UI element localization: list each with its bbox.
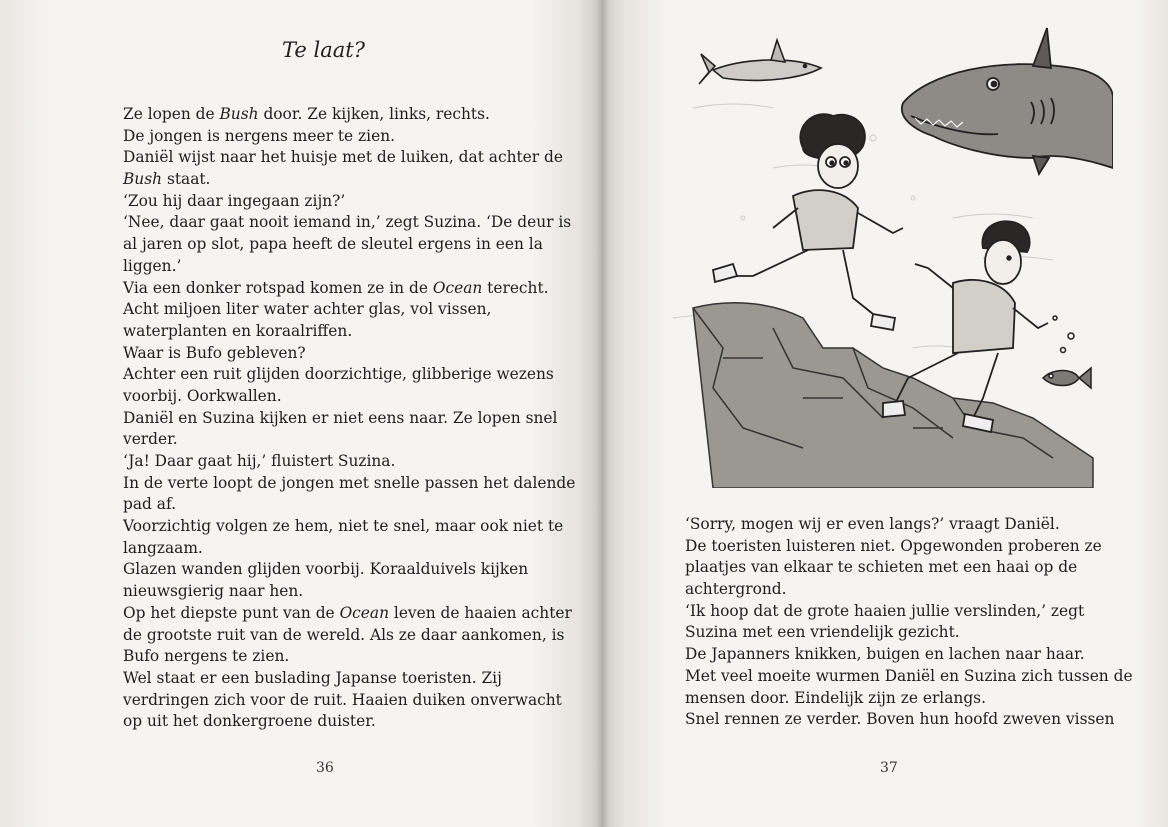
- text-segment: Ze lopen de: [123, 105, 220, 123]
- text-segment: voorbij. Oorkwallen.: [123, 386, 282, 405]
- text-segment: ‘Sorry, mogen wij er even langs?’ vraagt Daniël.: [685, 515, 1060, 533]
- text-segment: Wel staat er een buslading Japanse toeristen. Zij: [123, 668, 502, 687]
- text-segment: Snel rennen ze verder. Boven hun hoofd zweven vissen: [685, 710, 1115, 729]
- text-segment: terecht.: [482, 278, 549, 297]
- text-segment: mensen door. Eindelijk zijn ze erlangs.: [685, 688, 986, 707]
- left-text-line: [123, 321, 533, 343]
- left-text-line: [123, 581, 533, 603]
- italic-text-segment: Bush: [219, 105, 259, 123]
- italic-text-segment: Ocean: [339, 603, 389, 622]
- left-text-line: [123, 429, 533, 451]
- left-text-line: [123, 234, 543, 256]
- text-segment: door. Ze kijken, links, rechts.: [258, 105, 490, 123]
- left-text-line: [123, 494, 533, 516]
- text-segment: Suzina met een vriendelijk gezicht.: [685, 623, 960, 642]
- left-text-line: [123, 408, 558, 430]
- right-text-line: [685, 601, 1105, 623]
- text-segment: verder.: [123, 430, 178, 449]
- left-page-text: [123, 104, 576, 733]
- left-text-line: [123, 191, 533, 213]
- left-text-line: [123, 473, 576, 495]
- chapter-title: Te laat?: [282, 38, 365, 62]
- left-text-line: [123, 559, 533, 581]
- right-text-line: [685, 514, 1105, 536]
- left-text-line: [123, 690, 562, 712]
- text-segment: De jongen is nergens meer te zien.: [123, 126, 395, 145]
- text-segment: Op het diepste punt van de: [123, 603, 340, 622]
- left-text-line: [123, 451, 533, 473]
- text-segment: de grootste ruit van de wereld. Als ze daar aankomen, is: [123, 625, 565, 644]
- left-text-line: [123, 538, 533, 560]
- left-text-line: [123, 646, 533, 668]
- italic-text-segment: Ocean: [432, 278, 483, 297]
- left-text-line: [123, 711, 533, 733]
- right-text-line: [685, 622, 1105, 644]
- big-shark-drawing: [902, 28, 1113, 174]
- page-number-left: 36: [316, 760, 334, 776]
- text-segment: ‘Ik hoop dat de grote haaien jullie verslinden,’ zegt: [685, 601, 1085, 620]
- right-text-line: [685, 688, 1105, 710]
- small-fish-drawing: [1043, 316, 1091, 388]
- right-page: [603, 0, 1168, 827]
- right-text-line: [685, 709, 1115, 731]
- text-segment: De toeristen luisteren niet. Opgewonden proberen ze: [685, 536, 1102, 555]
- right-page-text: [685, 514, 1133, 731]
- left-text-line: [123, 256, 533, 278]
- left-text-line: [123, 343, 533, 365]
- text-segment: pad af.: [123, 495, 176, 514]
- right-text-line: [685, 557, 1105, 579]
- italic-text-segment: Bush: [123, 170, 163, 189]
- text-segment: al jaren op slot, papa heeft de sleutel ergens in een la: [123, 235, 543, 254]
- left-text-line: [123, 386, 533, 408]
- text-segment: op uit het donkergroene duister.: [123, 712, 376, 731]
- right-text-line: [685, 536, 1105, 558]
- text-segment: ‘Zou hij daar ingegaan zijn?’: [123, 191, 346, 210]
- left-text-line: [123, 169, 533, 191]
- left-text-line: [123, 364, 554, 386]
- left-text-line: [123, 278, 549, 300]
- left-text-line: [123, 104, 533, 126]
- text-segment: ‘Nee, daar gaat nooit iemand in,’ zegt Suzina. ‘De deur is: [123, 213, 572, 232]
- left-text-line: [123, 212, 572, 234]
- right-text-line: [685, 666, 1133, 688]
- text-segment: plaatjes van elkaar te schieten met een haai op de: [685, 558, 1078, 577]
- text-segment: nieuwsgierig naar hen.: [123, 582, 304, 601]
- text-segment: staat.: [162, 170, 211, 189]
- text-segment: waterplanten en koraalriffen.: [123, 321, 353, 340]
- sharks-and-running-children-illustration: [653, 18, 1113, 488]
- text-segment: Voorzichtig volgen ze hem, niet te snel, maar ook niet te: [123, 517, 564, 536]
- text-segment: verdringen zich voor de ruit. Haaien duiken onverwacht: [123, 690, 562, 709]
- text-segment: In de verte loopt de jongen met snelle passen het dalende: [123, 473, 576, 492]
- text-segment: langzaam.: [123, 538, 203, 557]
- text-segment: Acht miljoen liter water achter glas, vol vissen,: [123, 300, 492, 319]
- text-segment: liggen.’: [123, 256, 182, 275]
- text-segment: achtergrond.: [685, 580, 787, 599]
- left-text-line: [123, 668, 533, 690]
- text-segment: Glazen wanden glijden voorbij. Koraalduivels kijken: [123, 560, 529, 579]
- text-segment: Via een donker rotspad komen ze in de: [123, 278, 433, 297]
- text-segment: Achter een ruit glijden doorzichtige, glibberige wezens: [123, 365, 554, 384]
- text-segment: Daniël wijst naar het huisje met de luiken, dat achter de: [123, 148, 563, 167]
- right-text-line: [685, 579, 1105, 601]
- right-text-line: [685, 644, 1105, 666]
- text-segment: leven de haaien achter: [389, 603, 572, 622]
- left-text-line: [123, 625, 565, 647]
- text-segment: Waar is Bufo gebleven?: [123, 343, 306, 362]
- left-text-line: [123, 147, 563, 169]
- text-segment: Bufo nergens te zien.: [123, 647, 290, 666]
- text-segment: Daniël en Suzina kijken er niet eens naar. Ze lopen snel: [123, 408, 558, 427]
- left-text-line: [123, 603, 572, 625]
- left-text-line: [123, 126, 533, 148]
- left-text-line: [123, 299, 533, 321]
- text-segment: De Japanners knikken, buigen en lachen naar haar.: [685, 645, 1085, 664]
- book-gutter: [596, 0, 610, 827]
- running-girl-drawing: [713, 114, 903, 330]
- page-number-right: 37: [880, 760, 898, 776]
- left-text-line: [123, 516, 564, 538]
- small-shark-drawing: [699, 40, 821, 84]
- text-segment: ‘Ja! Daar gaat hij,’ fluistert Suzina.: [123, 452, 396, 470]
- text-segment: Met veel moeite wurmen Daniël en Suzina zich tussen de: [685, 666, 1133, 685]
